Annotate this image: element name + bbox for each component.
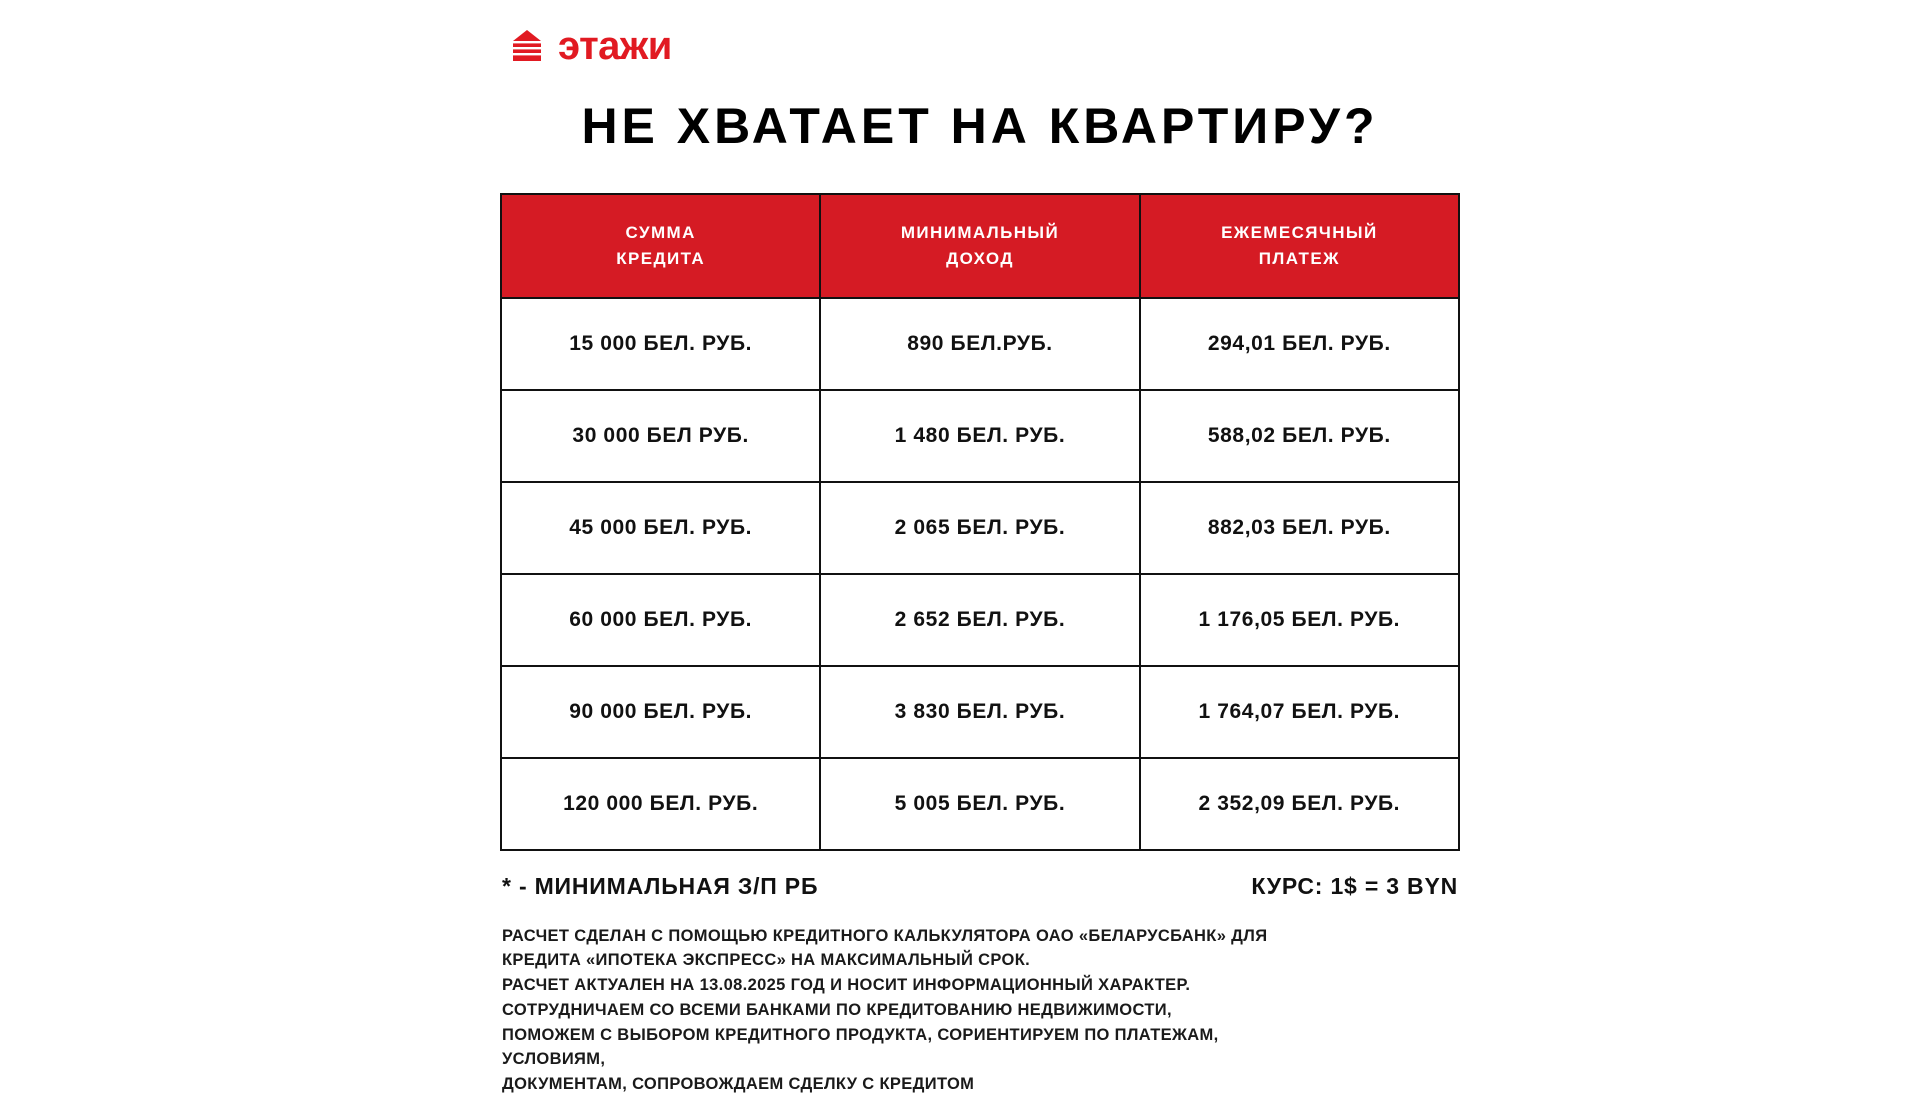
table-row [501,574,1459,666]
page-title: НЕ ХВАТАЕТ НА КВАРТИРУ? [581,98,1379,154]
note-minimum-salary: * - МИНИМАЛЬНАЯ З/П РБ [502,872,819,899]
cell-loan-amount: 45 000 БЕЛ. РУБ. [501,482,820,574]
cell-loan-amount: 90 000 БЕЛ. РУБ. [501,666,820,758]
notes-row [500,873,1460,900]
table-header-loan-amount-line2: КРЕДИТА [616,248,706,268]
table-row [501,666,1459,758]
disclaimer-line: УСЛОВИЯМ, [502,1050,606,1069]
cell-monthly-payment: 1 176,05 БЕЛ. РУБ. [1140,574,1459,666]
table-header-loan-amount [501,194,820,298]
cell-monthly-payment: 294,01 БЕЛ. РУБ. [1140,298,1459,390]
cell-loan-amount: 60 000 БЕЛ. РУБ. [501,574,820,666]
table-row [501,482,1459,574]
cell-min-income: 2 652 БЕЛ. РУБ. [820,574,1139,666]
table-header-loan-amount-line1: СУММА [625,223,696,242]
disclaimer-line: РАСЧЕТ АКТУАЛЕН НА 13.08.2025 ГОД И НОСИТ ИНФОРМАЦИОННЫЙ ХАРАКТЕР. [502,976,1191,994]
note-exchange-rate: КУРС: 1$ = 3 BYN [1251,872,1458,899]
disclaimer-line: РАСЧЕТ СДЕЛАН С ПОМОЩЬЮ КРЕДИТНОГО КАЛЬКУЛЯТОРА ОАО «БЕЛАРУСБАНК» ДЛЯ [502,926,1268,945]
cell-loan-amount: 30 000 БЕЛ РУБ. [501,390,820,482]
brand-logo [500,0,1460,66]
building-logo-icon [508,28,546,64]
table-header-min-income-line2: ДОХОД [946,248,1014,268]
cell-min-income: 3 830 БЕЛ. РУБ. [820,666,1139,758]
table-header-row [501,194,1459,298]
disclaimer [500,924,1460,1097]
table-header-min-income-line1: МИНИМАЛЬНЫЙ [900,223,1060,242]
table-header-monthly-payment-line1: ЕЖЕМЕСЯЧНЫЙ [1221,223,1378,242]
disclaimer-line: ПОМОЖЕМ С ВЫБОРОМ КРЕДИТНОГО ПРОДУКТА, СОРИЕНТИРУЕМ ПО ПЛАТЕЖАМ, [502,1025,1219,1044]
table-row [501,390,1459,482]
table-header-monthly-payment [1140,194,1459,298]
cell-monthly-payment: 588,02 БЕЛ. РУБ. [1140,390,1459,482]
disclaimer-line: ДОКУМЕНТАМ, СОПРОВОЖДАЕМ СДЕЛКУ С КРЕДИТОМ [502,1075,975,1093]
cell-min-income: 5 005 БЕЛ. РУБ. [820,758,1139,850]
cell-monthly-payment: 2 352,09 БЕЛ. РУБ. [1140,758,1459,850]
cell-min-income: 890 БЕЛ.РУБ. [820,298,1139,390]
cell-loan-amount: 120 000 БЕЛ. РУБ. [501,758,820,850]
cell-monthly-payment: 882,03 БЕЛ. РУБ. [1140,482,1459,574]
table-row [501,298,1459,390]
poster-content [500,0,1460,1093]
disclaimer-line: СОТРУДНИЧАЕМ СО ВСЕМИ БАНКАМИ ПО КРЕДИТОВАНИЮ НЕДВИЖИМОСТИ, [502,1000,1172,1019]
cell-monthly-payment: 1 764,07 БЕЛ. РУБ. [1140,666,1459,758]
brand-name: этажи [558,24,672,68]
rates-table-wrapper [500,193,1460,851]
cell-loan-amount: 15 000 БЕЛ. РУБ. [501,298,820,390]
table-row [501,758,1459,850]
table-header-monthly-payment-line2: ПЛАТЕЖ [1258,248,1340,268]
cell-min-income: 1 480 БЕЛ. РУБ. [820,390,1139,482]
table-header-min-income [820,194,1139,298]
disclaimer-line: КРЕДИТА «ИПОТЕКА ЭКСПРЕСС» НА МАКСИМАЛЬНЫЙ СРОК. [502,951,1031,970]
cell-min-income: 2 065 БЕЛ. РУБ. [820,482,1139,574]
rates-table [500,193,1460,851]
